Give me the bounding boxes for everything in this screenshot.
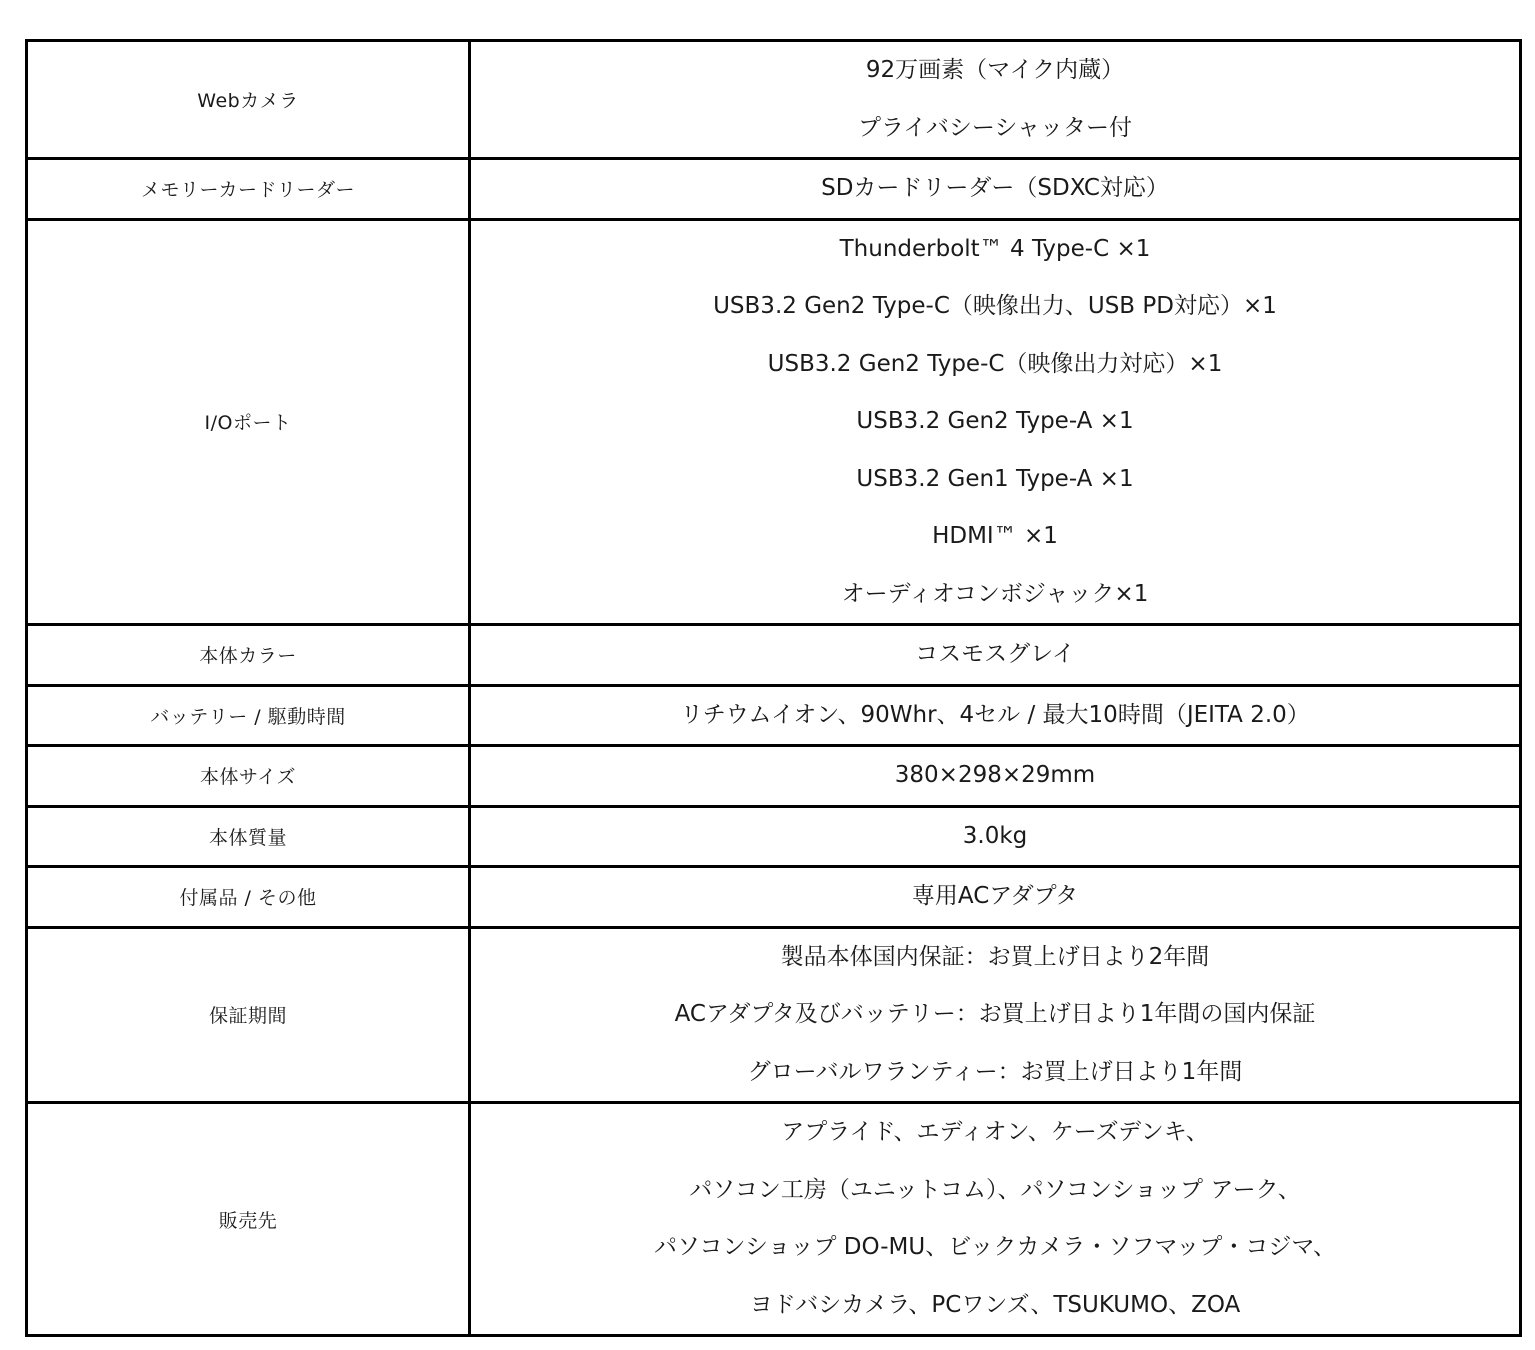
spec-value-line: USB3.2 Gen1 Type-A ×1 [856, 465, 1134, 492]
spec-value-line: パソコンショップ DO-MU、ビックカメラ・ソフマップ・コジマ、 [653, 1234, 1337, 1260]
spec-row [27, 159, 1521, 220]
spec-value-line: プライバシーシャッター付 [858, 114, 1132, 141]
spec-value-cell [470, 625, 1521, 686]
spec-value-line: コスモスグレイ [915, 641, 1075, 667]
spec-label: I/Oポート [27, 219, 470, 625]
spec-label: 保証期間 [27, 927, 470, 1103]
spec-value-cell [470, 867, 1521, 928]
spec-value-cell [470, 746, 1521, 807]
spec-value-cell [470, 685, 1521, 746]
spec-row [27, 746, 1521, 807]
spec-value-line: グローバルワランティー：お買上げ日より1年間 [747, 1058, 1243, 1085]
spec-label: バッテリー / 駆動時間 [27, 685, 470, 746]
spec-label: 本体質量 [27, 806, 470, 867]
spec-value-line: USB3.2 Gen2 Type-C（映像出力、USB PD対応）×1 [713, 293, 1277, 319]
spec-value-cell [470, 41, 1521, 159]
spec-table [25, 39, 1522, 1337]
spec-value-line: パソコン工房（ユニットコム）、パソコンショップ アーク、 [689, 1176, 1301, 1203]
spec-value-line: HDMI™ ×1 [932, 523, 1058, 549]
spec-value-line: SDカードリーダー（SDXC対応） [821, 175, 1169, 201]
spec-value-line: リチウムイオン、90Whr、4セル / 最大10時間（JEITA 2.0） [680, 701, 1310, 728]
spec-row [27, 806, 1521, 867]
spec-label: 付属品 / その他 [27, 867, 470, 928]
spec-value-line: 専用ACアダプタ [911, 883, 1079, 909]
spec-value-line: Thunderbolt™ 4 Type-C ×1 [839, 235, 1151, 262]
spec-value-line: ACアダプタ及びバッテリー：お買上げ日より1年間の国内保証 [674, 1001, 1316, 1027]
spec-label: Webカメラ [27, 41, 470, 159]
spec-table-body [27, 41, 1521, 1336]
spec-value-line: オーディオコンボジャック×1 [841, 580, 1149, 607]
spec-label: 本体カラー [27, 625, 470, 686]
spec-value-cell [470, 1103, 1521, 1336]
spec-value-line: USB3.2 Gen2 Type-A ×1 [856, 408, 1134, 434]
spec-label: 本体サイズ [27, 746, 470, 807]
spec-row [27, 867, 1521, 928]
spec-label: メモリーカードリーダー [27, 159, 470, 220]
spec-value-cell [470, 806, 1521, 867]
spec-value-line: 3.0kg [962, 822, 1028, 849]
spec-value-line: 製品本体国内保証：お買上げ日より2年間 [780, 943, 1210, 970]
spec-row [27, 219, 1521, 625]
spec-value-cell [470, 927, 1521, 1103]
spec-value-line: 380×298×29mm [894, 762, 1096, 788]
spec-label: 販売先 [27, 1103, 470, 1336]
spec-row [27, 685, 1521, 746]
spec-value-cell [470, 159, 1521, 220]
spec-value-line: アプライド、エディオン、ケーズデンキ、 [781, 1119, 1209, 1145]
spec-row [27, 927, 1521, 1103]
spec-value-cell [470, 219, 1521, 625]
spec-value-line: 92万画素（マイク内蔵） [865, 57, 1125, 83]
spec-row [27, 625, 1521, 686]
spec-value-line: ヨドバシカメラ、PCワンズ、TSUKUMO、ZOA [749, 1291, 1241, 1318]
spec-row [27, 1103, 1521, 1336]
spec-value-line: USB3.2 Gen2 Type-C（映像出力対応）×1 [767, 350, 1223, 377]
spec-row [27, 41, 1521, 159]
